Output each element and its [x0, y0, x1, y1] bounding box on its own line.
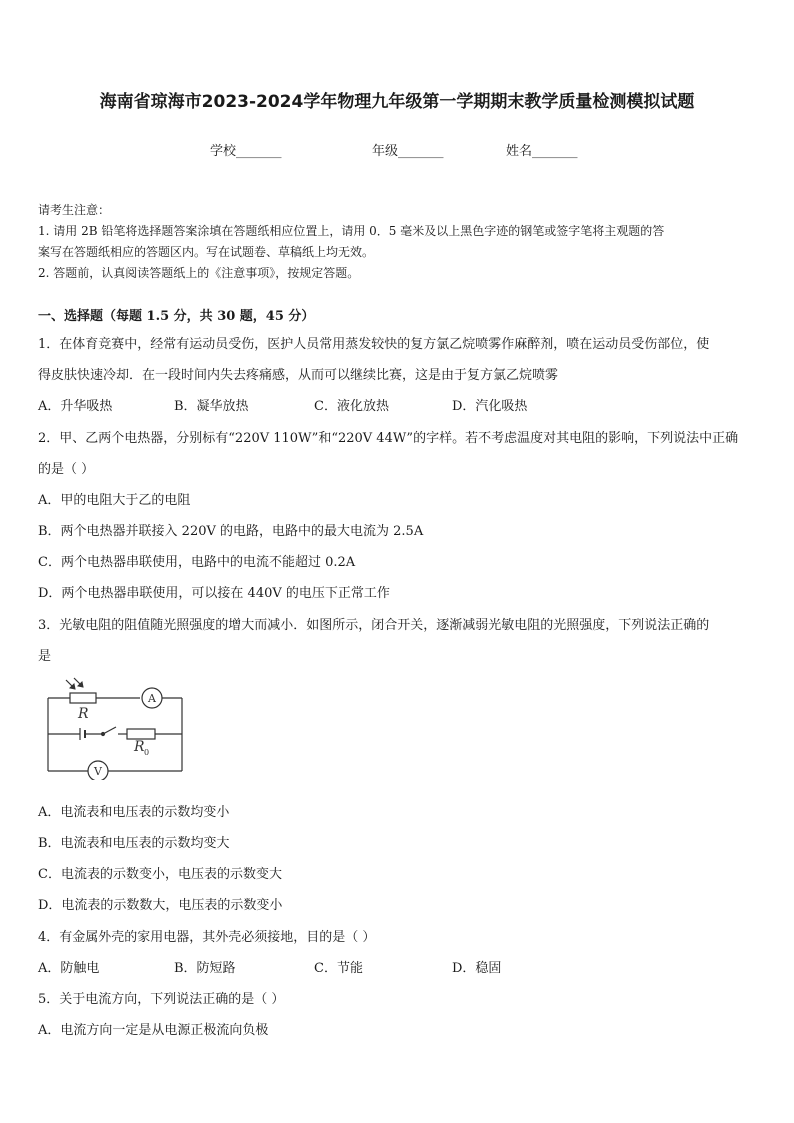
ammeter-label: A — [148, 692, 156, 705]
q3-line2: 是 — [38, 649, 52, 664]
q1-option-c: C．液化放热 — [314, 399, 389, 414]
circuit-diagram — [42, 676, 192, 780]
q4-option-a: A．防触电 — [38, 961, 100, 976]
school-field: 学校_______ — [210, 144, 282, 159]
q3-line1: 3．光敏电阻的阻值随光照强度的增大而减小．如图所示，闭合开关，逐渐减弱光敏电阻的光照强度，下列说法正确的 — [38, 618, 710, 633]
notice-item1-line2: 案写在答题纸相应的答题区内。写在试题卷、草稿纸上均无效。 — [38, 245, 375, 259]
photoresistor-symbol — [70, 693, 96, 703]
section-heading: 一、选择题（每题 1.5 分，共 30 题，45 分） — [38, 309, 315, 324]
q1-line1: 1．在体育竞赛中，经常有运动员受伤，医护人员常用蒸发较快的复方氯乙烷喷雾作麻醉剂，喷在运动员受伤部位，使 — [38, 337, 710, 352]
notice-heading: 请考生注意： — [38, 203, 111, 217]
q2-line1: 2．甲、乙两个电热器，分别标有“220V 110W”和“220V 44W”的字样。若不考虑温度对其电阻的影响，下列说法中正确 — [38, 431, 739, 446]
voltmeter-label: V — [94, 765, 102, 778]
name-field: 姓名_______ — [506, 144, 578, 159]
q4-option-d: D．稳固 — [452, 961, 502, 976]
q2-option-a: A．甲的电阻大于乙的电阻 — [38, 493, 191, 508]
q3-option-b: B．电流表和电压表的示数均变大 — [38, 836, 230, 851]
q2-option-d: D．两个电热器串联使用，可以接在 440V 的电压下正常工作 — [38, 586, 390, 601]
q2-option-c: C．两个电热器串联使用，电路中的电流不能超过 0.2A — [38, 555, 356, 570]
q4-option-b: B．防短路 — [174, 961, 236, 976]
grade-field: 年级_______ — [372, 144, 444, 159]
q5-line1: 5．关于电流方向，下列说法正确的是（ ） — [38, 992, 285, 1007]
q3-option-d: D．电流表的示数数大，电压表的示数变小 — [38, 898, 283, 913]
notice-item1-line1: 1. 请用 2B 铅笔将选择题答案涂填在答题纸相应位置上，请用 0．5 毫米及以上黑色字迹的钢笔或签字笔将主观题的答 — [38, 224, 665, 238]
q2-option-b: B．两个电热器并联接入 220V 的电路，电路中的最大电流为 2.5A — [38, 524, 424, 539]
switch-blade — [103, 727, 116, 734]
q4-line1: 4．有金属外壳的家用电器，其外壳必须接地，目的是（ ） — [38, 930, 376, 945]
q1-option-d: D．汽化吸热 — [452, 399, 528, 414]
q1-option-b: B．凝华放热 — [174, 399, 249, 414]
label-r0-sub: 0 — [144, 748, 150, 757]
q1-option-a: A．升华吸热 — [38, 399, 113, 414]
label-r: R — [78, 706, 89, 722]
q2-line2: 的是（ ） — [38, 462, 95, 477]
label-r0: R — [134, 739, 145, 755]
q1-line2: 得皮肤快速冷却．在一段时间内失去疼痛感，从而可以继续比赛，这是由于复方氯乙烷喷雾 — [38, 368, 559, 383]
q5-option-a: A．电流方向一定是从电源正极流向负极 — [38, 1023, 269, 1038]
q4-option-c: C．节能 — [314, 961, 363, 976]
q3-option-a: A．电流表和电压表的示数均变小 — [38, 805, 230, 820]
q3-option-c: C．电流表的示数变小，电压表的示数变大 — [38, 867, 282, 882]
notice-item2: 2. 答题前，认真阅读答题纸上的《注意事项》，按规定答题。 — [38, 266, 360, 280]
exam-title: 海南省琼海市2023-2024学年物理九年级第一学期期末教学质量检测模拟试题 — [99, 92, 695, 112]
resistor-r0-symbol — [127, 729, 155, 739]
